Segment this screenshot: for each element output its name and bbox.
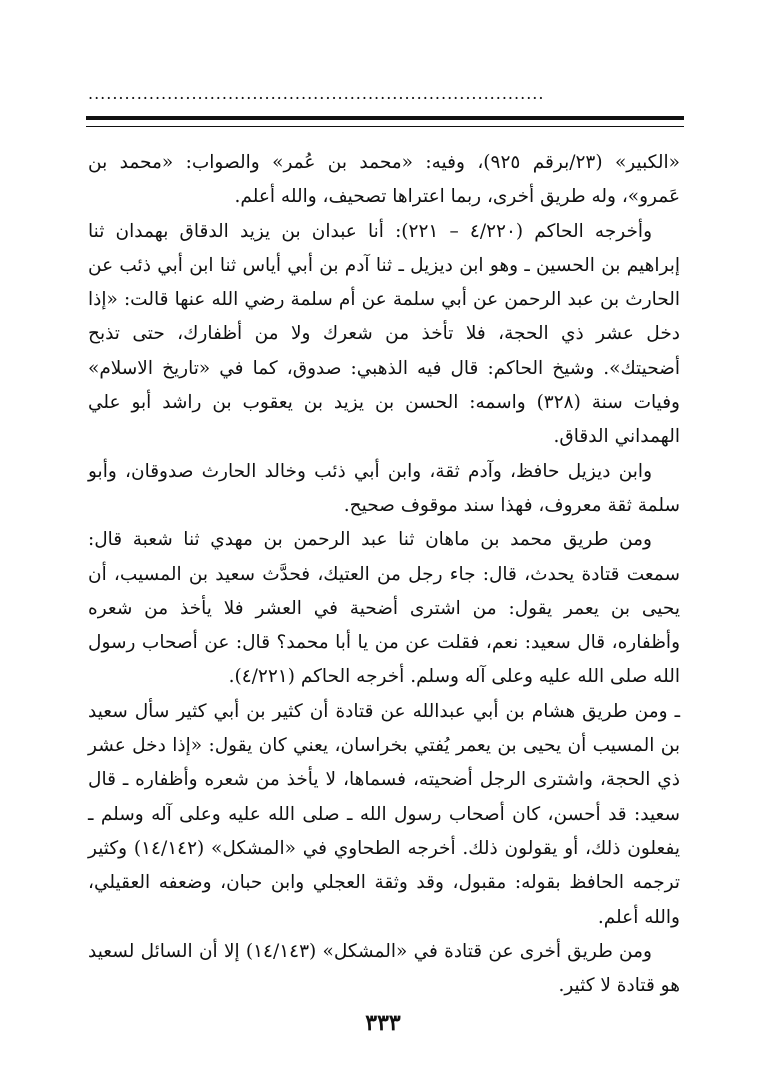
header-rule-thin [86,126,684,127]
header-rule-thick [86,116,684,120]
paragraph: ومن طريق محمد بن ماهان ثنا عبد الرحمن بن مهدي ثنا شعبة قال: سمعت قتادة يحدث، قال: جاء رجل من العتيك، فحدَّث سعيد بن المسيب، أن يحيى بن يعمر يقول: من اشترى أضحية في العشر فلا يأخذ من شعره وأظفاره، قال سعيد: نعم، فقلت عن من يا أبا محمد؟ قال: عن أصحاب رسول الله صلى الله عليه وعلى آله وسلم. أخرجه الحاكم (٤/٢٢١). [88,529,680,688]
paragraph: وابن ديزيل حافظ، وآدم ثقة، وابن أبي ذئب وخالد الحارث صدوقان، وأبو سلمة ثقة معروف، فهذا سند موقوف صحيح. [88,460,680,516]
body-text [88,146,680,1003]
paragraph: وأخرجه الحاكم (٤/٢٢٠ – ٢٢١): أنا عبدان بن يزيد الدقاق بهمدان ثنا إبراهيم بن الحسين ـ وهو ابن ديزيل ـ ثنا آدم بن أبي أياس ثنا ابن أبي ذئب عن الحارث بن عبد الرحمن عن أبي سلمة عن أم سلمة رضي الله عنها قالت: «إذا دخل عشر ذي الحجة، فلا تأخذ من شعرك ولا من أظفارك، حتى تذبح أضحيتك». وشيخ الحاكم: قال فيه الذهبي: صدوق، كما في «تاريخ الاسلام» وفيات سنة (٣٢٨) واسمه: الحسن بن يزيد بن يعقوب بن راشد أبو علي الهمداني الدقاق. [88,220,680,448]
page-number: ٣٣٣ [365,1010,401,1036]
paragraph: ـ ومن طريق هشام بن أبي عبدالله عن قتادة أن كثير بن أبي كثير سأل سعيد بن المسيب أن يحيى بن يعمر يُفتي بخراسان، يعني كان يقول: «إذا دخل عشر ذي الحجة، واشترى الرجل أضحيته، فسماها، لا يأخذ من شعره وأظفاره ـ قال سعيد: قد أحسن، كان أصحاب رسول الله ـ صلى الله عليه وعلى آله وسلم ـ يفعلون ذلك، أو يقولون ذلك. أخرجه الطحاوي في «المشكل» (١٤/١٤٢) وكثير ترجمه الحافظ بقوله: مقبول، وقد وثقة العجلي وابن حبان، وضعفه العقيلي، والله أعلم. [88,700,680,928]
paragraph: ومن طريق أخرى عن قتادة في «المشكل» (١٤/١٤٣) إلا أن السائل لسعيد هو قتادة لا كثير. [88,940,680,997]
paragraph: «الكبير» (٢٣/برقم ٩٢٥)، وفيه: «محمد بن عُمر» والصواب: «محمد بن عَمرو»، وله طريق أخرى، ربما اعتراها تصحيف، والله أعلم. [88,152,680,208]
header-dotted-line: ........................................................................... [88,86,545,102]
